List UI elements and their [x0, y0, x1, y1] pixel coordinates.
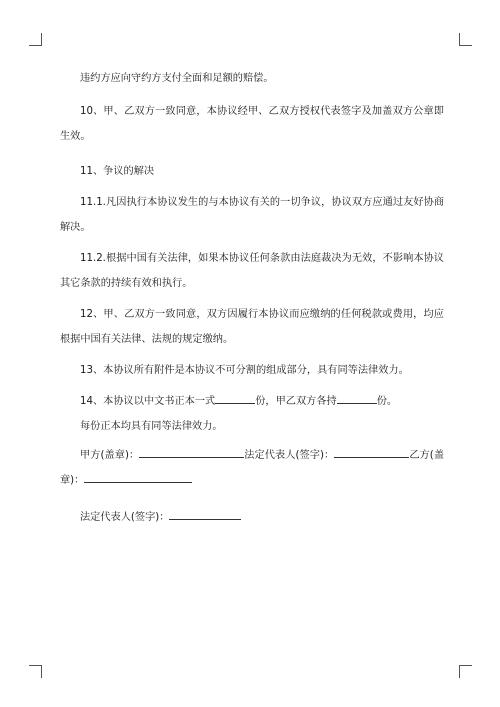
paragraph-clause-12: 12、甲、乙双方一致同意，双方因履行本协议而应缴纳的任何税款或费用，均应根据中国有关法律、法规的规定缴纳。 — [60, 309, 444, 345]
paragraph-breach: 违约方应向守约方支付全面和足额的赔偿。 — [80, 73, 274, 84]
crop-mark-bottom-right — [459, 665, 472, 678]
copies-count-blank[interactable] — [215, 393, 255, 404]
rep-b-label: 法定代表人(签字)： — [80, 512, 170, 523]
copies-each-blank[interactable] — [337, 393, 377, 404]
party-b-seal-blank[interactable] — [84, 472, 192, 483]
party-a-seal-blank[interactable] — [139, 447, 244, 458]
paragraph-clause-10: 10、甲、乙双方一致同意，本协议经甲、乙双方授权代表签字及加盖双方公章即生效。 — [60, 106, 444, 142]
copies-prefix: 14、本协议以中文书正本一式 — [80, 396, 216, 407]
crop-mark-top-right — [459, 33, 472, 46]
signature-line-2 — [60, 505, 444, 530]
paragraph-validity: 每份正本均具有同等法律效力。 — [80, 421, 223, 432]
paragraph-clause-11-1: 11.1.凡因执行本协议发生的与本协议有关的一切争议，协议双方应通过友好协商解决。 — [60, 197, 444, 233]
party-b-label: 乙方(盖章)： — [60, 450, 445, 486]
paragraph-clause-13: 13、本协议所有附件是本协议不可分割的组成部分，具有同等法律效力。 — [80, 365, 409, 376]
rep-a-label: 法定代表人(签字)： — [244, 450, 335, 461]
crop-mark-bottom-left — [29, 665, 42, 678]
signature-line-1 — [60, 443, 444, 493]
copies-unit-text: 份，甲乙双方各持 — [255, 396, 337, 407]
document-body — [60, 66, 444, 530]
rep-b-sign-blank[interactable] — [169, 509, 241, 520]
crop-mark-top-left — [29, 33, 42, 46]
paragraph-clause-11: 11、争议的解决 — [80, 166, 155, 177]
rep-a-sign-blank[interactable] — [334, 447, 409, 458]
paragraph-clause-14 — [60, 389, 444, 414]
paragraph-clause-11-2: 11.2.根据中国有关法律，如果本协议任何条款由法庭裁决为无效，不影响本协议其它条款的持续有效和执行。 — [60, 253, 444, 289]
copies-end-text: 份。 — [376, 396, 398, 407]
party-a-label: 甲方(盖章)： — [80, 450, 140, 461]
